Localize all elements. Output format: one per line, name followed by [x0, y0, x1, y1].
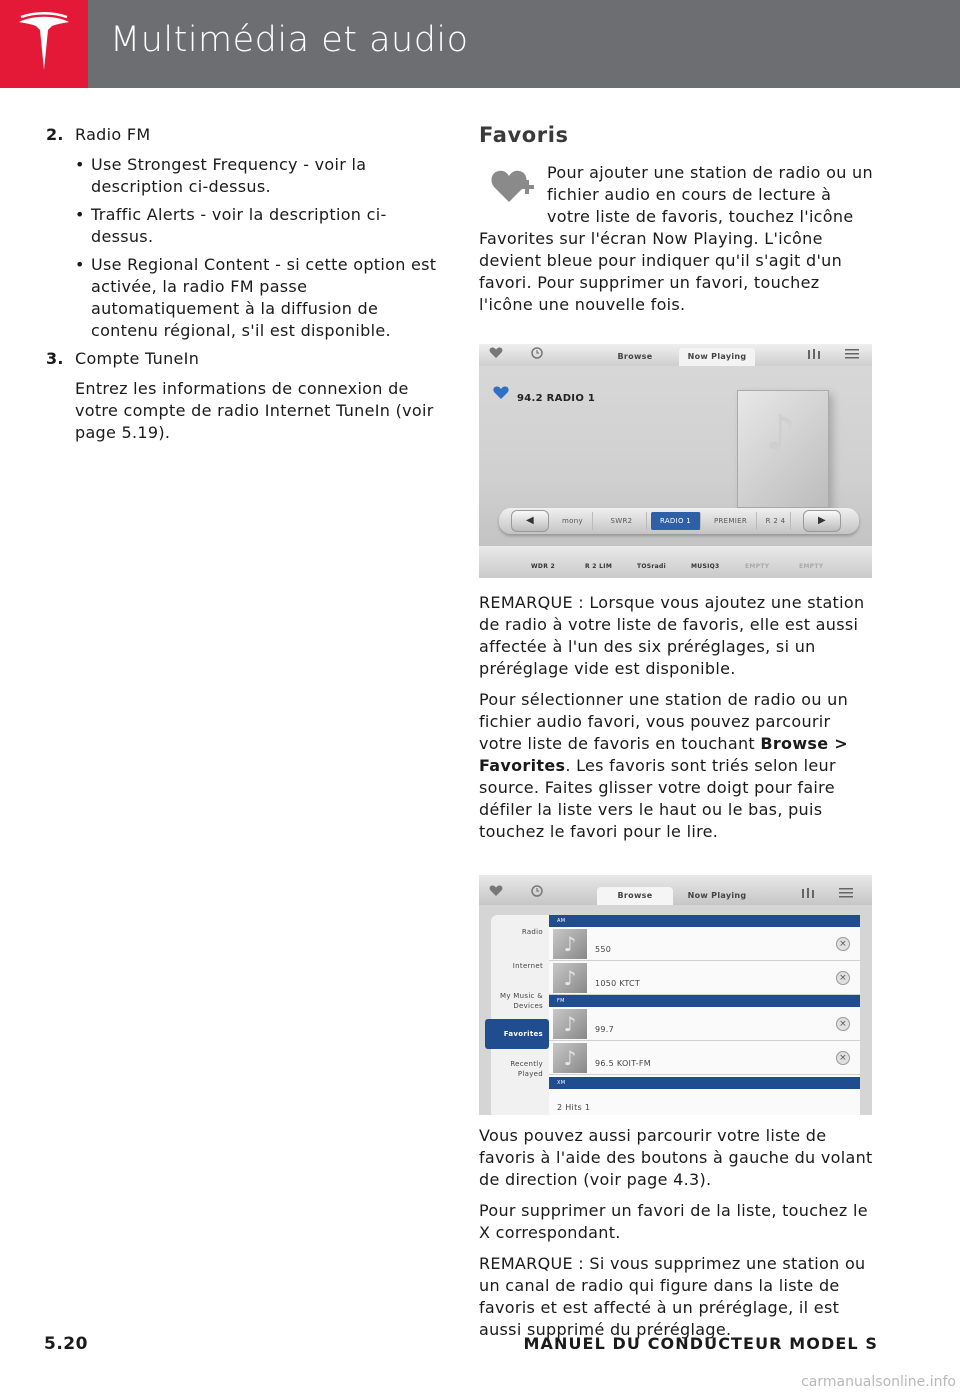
station-label: 96.5 KOIT-FM — [595, 1059, 651, 1068]
browse-text: Pour sélectionner une station de radio ou un fichier audio favori, vous pouvez parcourir votre liste de favoris en touchant — [479, 690, 849, 753]
list-item-3 — [46, 348, 438, 370]
heart-icon — [489, 347, 503, 359]
note-paragraph-2: REMARQUE : Si vous supprimez une station ou un canal de radio qui figure dans la liste de favoris et est affecté à un préréglage, il est aussi supprimé du préréglage. — [479, 1254, 866, 1339]
next-arrow-button[interactable]: ▶ — [803, 510, 841, 532]
page-title: Multimédia et audio — [110, 20, 469, 60]
bottom-preset[interactable]: R 2 LIM — [585, 563, 613, 570]
item-title: Radio FM — [75, 125, 151, 144]
item-number: 2. — [46, 125, 64, 144]
music-note-icon: ♪ — [553, 929, 587, 959]
group-header-xm: XM — [549, 1077, 860, 1089]
browse-favorites-screenshot — [479, 875, 872, 1115]
clock-icon — [531, 347, 543, 359]
preset-button[interactable]: PREMIER — [705, 512, 757, 530]
tesla-logo — [0, 0, 88, 88]
list-item[interactable] — [549, 961, 860, 995]
preset-button-active[interactable]: RADIO 1 — [651, 512, 701, 530]
tab-now-playing[interactable]: Now Playing — [687, 891, 747, 900]
intro-paragraph — [479, 162, 874, 316]
now-playing-screenshot — [479, 344, 872, 578]
remove-favorite-icon[interactable]: × — [836, 937, 850, 951]
favorites-add-icon — [489, 166, 535, 206]
manual-title: MANUEL DU CONDUCTEUR MODEL S — [523, 1334, 878, 1353]
music-note-icon: ♪ — [553, 1043, 587, 1073]
group-header-fm: FM — [549, 995, 860, 1007]
bullet-item: • Use Strongest Frequency - voir la description ci-dessus. — [75, 154, 438, 198]
page-number: 5.20 — [44, 1334, 88, 1354]
note-paragraph: REMARQUE : Lorsque vous ajoutez une station de radio à votre liste de favoris, elle est aussi affectée à l'un des six préréglages, si un préréglage vide est disponible. — [479, 593, 865, 678]
station-label: 1050 KTCT — [595, 979, 641, 988]
remove-favorite-icon[interactable]: × — [836, 1017, 850, 1031]
music-note-icon: ♪ — [765, 405, 796, 461]
station-label: 2 Hits 1 — [557, 1103, 591, 1112]
previous-arrow-button[interactable]: ◀ — [511, 510, 549, 532]
browse-favorites-label: Browse > Favorites — [479, 734, 848, 775]
remove-paragraph: Pour supprimer un favori de la liste, touchez le X correspondant. — [479, 1201, 868, 1242]
tab-now-playing[interactable]: Now Playing — [679, 348, 755, 366]
steering-paragraph: Vous pouvez aussi parcourir votre liste de favoris à l'aide des boutons à gauche du volant de direction (voir page 4.3). — [479, 1126, 873, 1189]
tesla-t-icon — [15, 12, 73, 76]
intro-text: Pour ajouter une station de radio ou un fichier audio en cours de lecture à votre liste de favoris, touchez l'icône Favorites sur l'écran Now Playing. L'icône devient bleue pour indiquer qu'il s'agit d'un favori. Pour supprimer un favori, touchez l'icône une nouvelle fois. — [479, 163, 873, 314]
preset-button[interactable]: mony — [553, 512, 593, 530]
remove-favorite-icon[interactable]: × — [836, 1051, 850, 1065]
list-item[interactable] — [549, 927, 860, 961]
bottom-preset[interactable]: EMPTY — [745, 563, 770, 570]
music-note-icon: ♪ — [553, 963, 587, 993]
sidebar-item-recently-played[interactable]: Recently Played — [510, 1060, 543, 1078]
equalizer-icon — [807, 348, 821, 360]
list-item-2 — [46, 124, 438, 146]
sidebar-item-my-music[interactable]: My Music & Devices — [499, 992, 543, 1010]
sidebar-item-internet[interactable]: Internet — [512, 962, 543, 970]
item-number: 3. — [46, 349, 64, 368]
sidebar-item-radio[interactable]: Radio — [521, 928, 543, 936]
bullet-list — [75, 154, 438, 342]
list-item[interactable] — [549, 1041, 860, 1075]
station-name: 94.2 RADIO 1 — [517, 393, 596, 404]
music-note-icon: ♪ — [553, 1009, 587, 1039]
item-title: Compte TuneIn — [75, 349, 200, 368]
left-column — [46, 124, 438, 444]
bullet-item: • Use Regional Content - si cette option est activée, la radio FM passe automatiquement à la diffusion de contenu régional, s'il est disponible. — [75, 254, 438, 342]
right-column — [479, 124, 874, 1350]
list-icon — [845, 348, 859, 360]
favorite-heart-icon[interactable] — [493, 386, 509, 400]
bullet-item: • Traffic Alerts - voir la description ci-dessus. — [75, 204, 438, 248]
remove-favorite-icon[interactable]: × — [836, 971, 850, 985]
preset-button[interactable]: R 2 4 — [761, 512, 791, 530]
group-header-am: AM — [549, 915, 860, 927]
list-icon — [839, 887, 853, 899]
browse-sidebar — [491, 915, 549, 1115]
list-item[interactable] — [549, 1007, 860, 1041]
tab-browse[interactable]: Browse — [617, 352, 653, 361]
station-label: 550 — [595, 945, 612, 954]
tab-browse[interactable]: Browse — [597, 887, 673, 905]
header-bar — [0, 0, 960, 88]
bottom-preset[interactable]: WDR 2 — [531, 563, 555, 570]
heart-icon — [489, 885, 503, 897]
preset-button[interactable]: SWR2 — [597, 512, 647, 530]
bottom-preset[interactable]: MUSIQ3 — [691, 563, 720, 570]
watermark: carmanualsonline.info — [801, 1374, 956, 1390]
section-title: Favoris — [479, 123, 569, 147]
bottom-preset[interactable]: TOSradi — [637, 563, 666, 570]
item-description: Entrez les informations de connexion de votre compte de radio Internet TuneIn (voir page 5.19). — [75, 379, 434, 442]
equalizer-icon — [801, 887, 815, 899]
favorites-list — [549, 915, 860, 1115]
clock-icon — [531, 885, 543, 897]
browse-paragraph — [479, 689, 874, 843]
browse-text-end: . Les favoris sont triés selon leur source. Faites glisser votre doigt pour faire défiler la liste vers le haut ou le bas, puis touchez le favori pour le lire. — [479, 756, 836, 841]
bottom-preset[interactable]: EMPTY — [799, 563, 824, 570]
sidebar-item-favorites[interactable]: Favorites — [485, 1019, 549, 1049]
station-label: 99.7 — [595, 1025, 615, 1034]
